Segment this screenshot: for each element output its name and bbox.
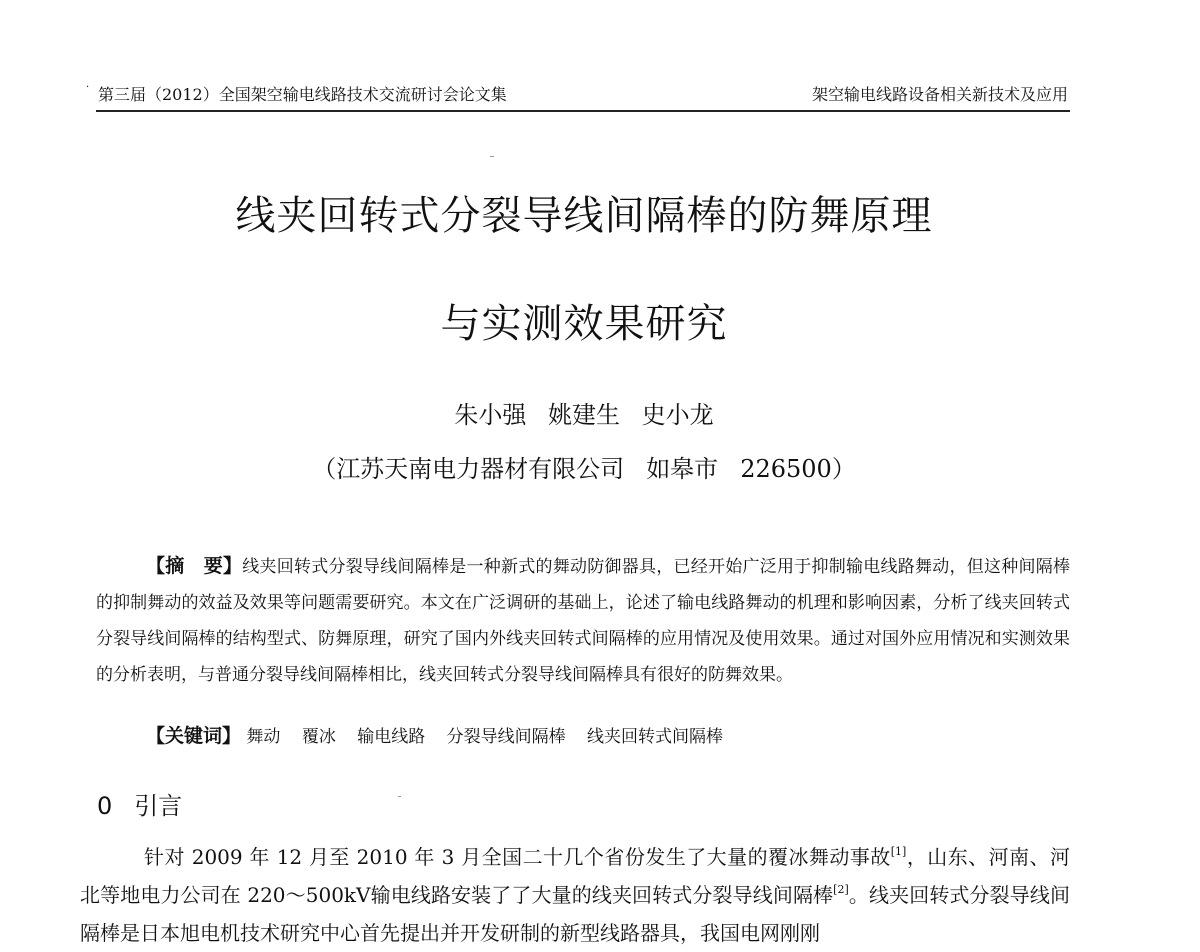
keyword: 输电线路 — [357, 727, 426, 747]
keyword: 线夹回转式间隔棒 — [587, 727, 724, 747]
running-header — [96, 80, 1070, 112]
body-text-part: ，山东、河南、河北等地电力公司在 220～500kV输电线路安装了了大量的线夹回转式分裂导线间隔棒 — [80, 845, 1070, 907]
citation-ref: [2] — [833, 883, 849, 896]
keyword: 覆冰 — [301, 727, 336, 747]
section-number: 0 — [97, 792, 113, 820]
author-list: 朱小强 姚建生 史小龙 — [454, 401, 714, 429]
scan-speck — [490, 156, 494, 157]
body-paragraph — [80, 838, 1070, 952]
keyword: 舞动 — [246, 727, 281, 747]
body-text-part: 。线夹回转式分裂导线间隔棒是日本旭电机技术研究中心首先提出并开发研制的新型线路器具，我国电网刚刚 — [80, 883, 1070, 945]
paper-title-line-1: 线夹回转式分裂导线间隔棒的防舞原理 — [235, 193, 933, 239]
running-header-right: 架空输电线路设备相关新技术及应用 — [811, 85, 1068, 104]
scan-mark: · — [86, 82, 90, 93]
citation-ref: [1] — [890, 845, 907, 858]
abstract — [96, 548, 1070, 693]
affiliation-city: 如皋市 — [646, 455, 719, 483]
affiliation-close-paren: ） — [831, 455, 856, 483]
abstract-text: 线夹回转式分裂导线间隔棒是一种新式的舞动防御器具，已经开始广泛用于抑制输电线路舞动，但这种间隔棒的抑制舞动的效益及效果等问题需要研究。本文在广泛调研的基础上，论述了输电线路舞动的机理和影响因素，分析了线夹回转式分裂导线间隔棒的结构型式、防舞原理，研究了国内外线夹回转式间隔棒的应用情况及使用效果。通过对国外应用情况和实测效果的分析表明，与普通分裂导线间隔棒相比，线夹回转式分裂导线间隔棒具有很好的防舞效果。 — [96, 557, 1070, 685]
affiliation — [0, 452, 1168, 486]
body-text-part: 针对 2009 年 12 月至 2010 年 3 月全国二十几个省份发生了大量的覆冰舞动事故 — [144, 845, 891, 869]
keywords-label: 【关键词】 — [146, 725, 242, 747]
section-heading — [97, 786, 182, 826]
paper-title-line-2: 与实测效果研究 — [440, 301, 728, 347]
scan-speck — [398, 796, 401, 797]
keywords — [146, 720, 739, 753]
section-title: 引言 — [134, 792, 183, 820]
keyword: 分裂导线间隔棒 — [446, 727, 566, 747]
affiliation-postcode: 226500 — [740, 455, 832, 483]
running-header-left: 第三届（2012）全国架空输电线路技术交流研讨会论文集 — [98, 85, 507, 104]
affiliation-company: 江苏天南电力器材有限公司 — [336, 455, 625, 483]
abstract-label: 【摘 要】 — [146, 555, 243, 577]
affiliation-open-paren: （ — [312, 455, 337, 483]
